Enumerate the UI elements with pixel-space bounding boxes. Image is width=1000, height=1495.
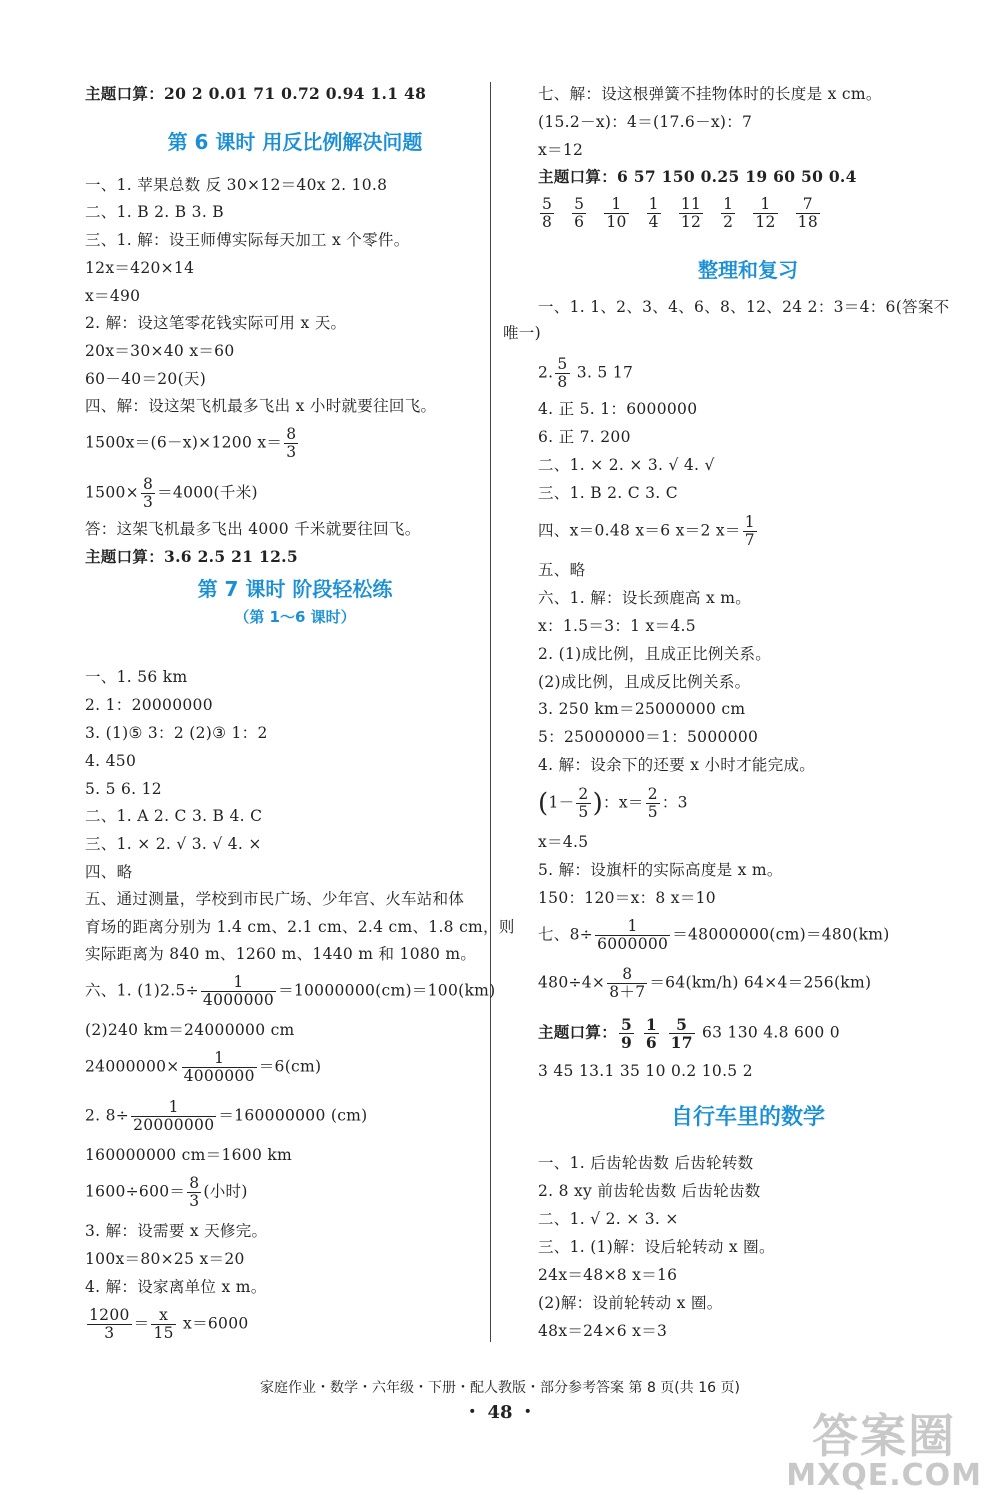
fraction: $\frac{1}{6}$	[645, 1015, 657, 1052]
fraction: $\frac{1}{4000000}$	[183, 1049, 255, 1085]
answer-line: (15.2－x)：4＝(17.6－x)：7	[538, 113, 753, 131]
fraction: $\frac{1}{10}$	[606, 195, 627, 231]
answer-line: x＝490	[85, 287, 141, 305]
fraction: $\frac{11}{12}$	[680, 195, 702, 231]
fraction: $\frac{x}{15}$	[153, 1306, 174, 1342]
fraction: $\frac{1}{2}$	[723, 195, 734, 231]
answer-line: 七、8÷ $\frac{1}{6000000}$ ＝48000000(cm)＝480(km)	[538, 917, 890, 953]
watermark	[786, 1409, 982, 1493]
answer-line: (2)解：设前轮转动 x 圈。	[538, 1294, 723, 1312]
answer-line: 4. 450	[85, 752, 137, 770]
answer-line: 答：这架飞机最多飞出 4000 千米就要往回飞。	[85, 520, 421, 538]
watermark-logo: 答案圈	[812, 1409, 957, 1463]
watermark-url: MXQE.COM	[786, 1458, 982, 1493]
page-footer: 家庭作业・数学・六年级・下册・配人教版・部分参考答案 第 8 页(共 16 页)	[260, 1380, 740, 1396]
answer-line: 一、1. 1、2、3、4、6、8、12、24 2：3＝4：6(答案不	[538, 298, 950, 316]
answer-line: 480÷4× $\frac{8}{8+7}$ ＝64(km/h) 64×4＝256(km)	[538, 965, 872, 1001]
answer-line: 二、1. × 2. × 3. √ 4. √	[538, 456, 715, 474]
equation-text: 1500x＝(6－x)×1200 x＝	[85, 433, 283, 452]
answer-line: 四、x＝0.48 x＝6 x＝2 x＝ $\frac{1}{7}$	[538, 513, 755, 549]
answer-line: 24000000× $\frac{1}{4000000}$ ＝6(cm)	[85, 1049, 322, 1085]
answer-line: (1－ $\frac{2}{5}$ )：x＝ $\frac{2}{5}$ ：3	[538, 785, 688, 821]
fraction: $\frac{8}{3}$	[286, 425, 297, 461]
lesson-heading: 第 7 课时 阶段轻松练	[197, 577, 393, 601]
fraction: $\frac{5}{17}$	[670, 1015, 693, 1052]
answer-line: 5. 5 6. 12	[85, 780, 162, 798]
fraction: $\frac{5}{8}$	[557, 355, 568, 391]
section-heading: 整理和复习	[698, 258, 798, 282]
answer-line: 24x＝48×8 x＝16	[538, 1266, 678, 1284]
answer-line: 160000000 cm＝1600 km	[85, 1146, 293, 1164]
fraction: $\frac{7}{18}$	[797, 195, 818, 231]
answer-line: 20x＝30×40 x＝60	[85, 342, 235, 360]
fraction: $\frac{1}{4000000}$	[202, 973, 275, 1009]
answer-line: 三、1. 解：设王师傅实际每天加工 x 个零件。	[85, 231, 410, 249]
fraction: $\frac{8}{3}$	[142, 475, 154, 511]
answer-line: 60－40＝20(天)	[85, 370, 207, 388]
section-heading: 自行车里的数学	[670, 1105, 825, 1130]
answer-line: 五、略	[538, 561, 586, 579]
answer-line: 主题口算： $\frac{5}{9}$ $\frac{1}{6}$ $\frac{5}{17}$ 63 130 4.8 600 0	[538, 1015, 840, 1052]
answer-line: 100x＝80×25 x＝20	[85, 1250, 245, 1268]
answer-line: 3. 解：设需要 x 天修完。	[85, 1222, 268, 1240]
answer-line: 4. 解：设余下的还要 x 小时才能完成。	[538, 756, 816, 774]
answer-line: 12x＝420×14	[85, 259, 195, 277]
answer-line: x＝4.5	[538, 833, 589, 851]
answer-line	[85, 426, 300, 461]
answer-line: 主题口算：20 2 0.01 71 0.72 0.94 1.1 48	[85, 84, 427, 103]
answer-line: 2. 解：设这笔零花钱实际可用 x 天。	[85, 314, 347, 332]
fraction: $\frac{8}{8+7}$	[609, 965, 646, 1001]
answer-line: 一、1. 56 km	[85, 668, 188, 686]
answer-line: 4. 正 5. 1：6000000	[538, 400, 698, 418]
answer-line: 实际距离为 840 m、1260 m、1440 m 和 1080 m。	[85, 945, 477, 963]
fraction: $\frac{1}{4}$	[648, 195, 659, 231]
answer-line: 五、通过测量，学校到市民广场、少年宫、火车站和体	[85, 890, 465, 908]
answer-line: 2. (1)成比例，且成正比例关系。	[538, 645, 772, 663]
answer-line: 三、1. B 2. C 3. C	[538, 484, 678, 502]
fraction: $\frac{2}{5}$	[578, 785, 589, 821]
answer-line: 一、1. 苹果总数 反 30×12＝40x 2. 10.8	[85, 176, 388, 194]
answer-line: 150：120＝x：8 x＝10	[538, 889, 716, 907]
answer-line: 2. $\frac{5}{8}$ 3. 5 17	[538, 355, 634, 391]
answer-line: x＝12	[538, 141, 584, 159]
fraction: $\frac{1}{7}$	[744, 513, 755, 549]
answer-line: 3. (1)⑤ 3：2 (2)③ 1：2	[85, 724, 268, 742]
lesson-subheading: （第 1～6 课时）	[234, 608, 356, 626]
fraction: $\frac{8}{3}$	[189, 1174, 200, 1210]
fraction: $\frac{2}{5}$	[647, 785, 658, 821]
fraction: $\frac{1}{6000000}$	[597, 917, 669, 953]
answer-line: 二、1. B 2. B 3. B	[85, 203, 224, 221]
answer-line: 二、1. A 2. C 3. B 4. C	[85, 807, 263, 825]
answer-line: 5：25000000＝1：5000000	[538, 728, 759, 746]
answer-line: 1500× $\frac{8}{3}$ ＝4000(千米)	[85, 475, 258, 511]
answer-line: 四、略	[85, 863, 133, 881]
answer-line: 一、1. 后齿轮齿数 后齿轮转数	[538, 1154, 754, 1172]
answer-line: 主题口算：6 57 150 0.25 19 60 50 0.4	[538, 167, 857, 186]
fraction: $\frac{1}{12}$	[755, 195, 776, 231]
answer-line: 主题口算：3.6 2.5 21 12.5	[85, 547, 298, 566]
answer-line: 2. 8÷ $\frac{1}{20000000}$ ＝160000000 (cm)	[85, 1098, 368, 1134]
answer-line: 三、1. × 2. √ 3. √ 4. ×	[85, 835, 262, 853]
answer-line: 2. 8 xy 前齿轮齿数 后齿轮齿数	[538, 1182, 761, 1200]
answer-line: 六、1. 解：设长颈鹿高 x m。	[538, 589, 752, 607]
column-divider	[490, 82, 491, 1342]
answer-line: (2)240 km＝24000000 cm	[85, 1021, 295, 1039]
answer-line: 育场的距离分别为 1.4 cm、2.1 cm、2.4 cm、1.8 cm，则	[85, 918, 515, 936]
fraction: $\frac{5}{8}$	[542, 195, 553, 231]
answer-line: (2)成比例，且成反比例关系。	[538, 673, 751, 691]
fraction: $\frac{5}{6}$	[574, 195, 585, 231]
fraction-row	[538, 196, 836, 231]
answer-line: 5. 解：设旗杆的实际高度是 x m。	[538, 861, 783, 879]
answer-line: 七、解：设这根弹簧不挂物体时的长度是 x cm。	[538, 85, 882, 103]
answer-line: 四、解：设这架飞机最多飞出 x 小时就要往回飞。	[85, 397, 437, 415]
answer-line: 二、1. √ 2. × 3. ×	[538, 1210, 679, 1228]
answer-line: 唯一)	[503, 324, 541, 342]
answer-line: 3 45 13.1 35 10 0.2 10.5 2	[538, 1062, 753, 1080]
page-number: ・ 48 ・	[463, 1402, 537, 1423]
fraction: $\frac{1200}{3}$	[89, 1306, 130, 1342]
fraction: $\frac{1}{20000000}$	[133, 1098, 215, 1134]
answer-line: 2. 1：20000000	[85, 696, 213, 714]
answer-line: $\frac{1200}{3}$ ＝ $\frac{x}{15}$ x＝6000	[89, 1306, 249, 1342]
answer-line: 6. 正 7. 200	[538, 428, 631, 446]
lesson-heading: 第 6 课时 用反比例解决问题	[167, 130, 423, 154]
answer-line: 4. 解：设家离单位 x m。	[85, 1278, 267, 1296]
answer-line: 1600÷600＝ $\frac{8}{3}$ (小时)	[85, 1174, 248, 1210]
answer-line: 三、1. (1)解：设后轮转动 x 圈。	[538, 1238, 775, 1256]
fraction: $\frac{5}{9}$	[621, 1015, 633, 1052]
answer-line: 48x＝24×6 x＝3	[538, 1322, 668, 1340]
answer-line: 3. 250 km＝25000000 cm	[538, 700, 746, 718]
answer-line: 六、1. (1)2.5÷ $\frac{1}{4000000}$ ＝10000000(cm)＝100(km)	[85, 973, 496, 1009]
answer-line: x：1.5＝3：1 x＝4.5	[538, 617, 696, 635]
